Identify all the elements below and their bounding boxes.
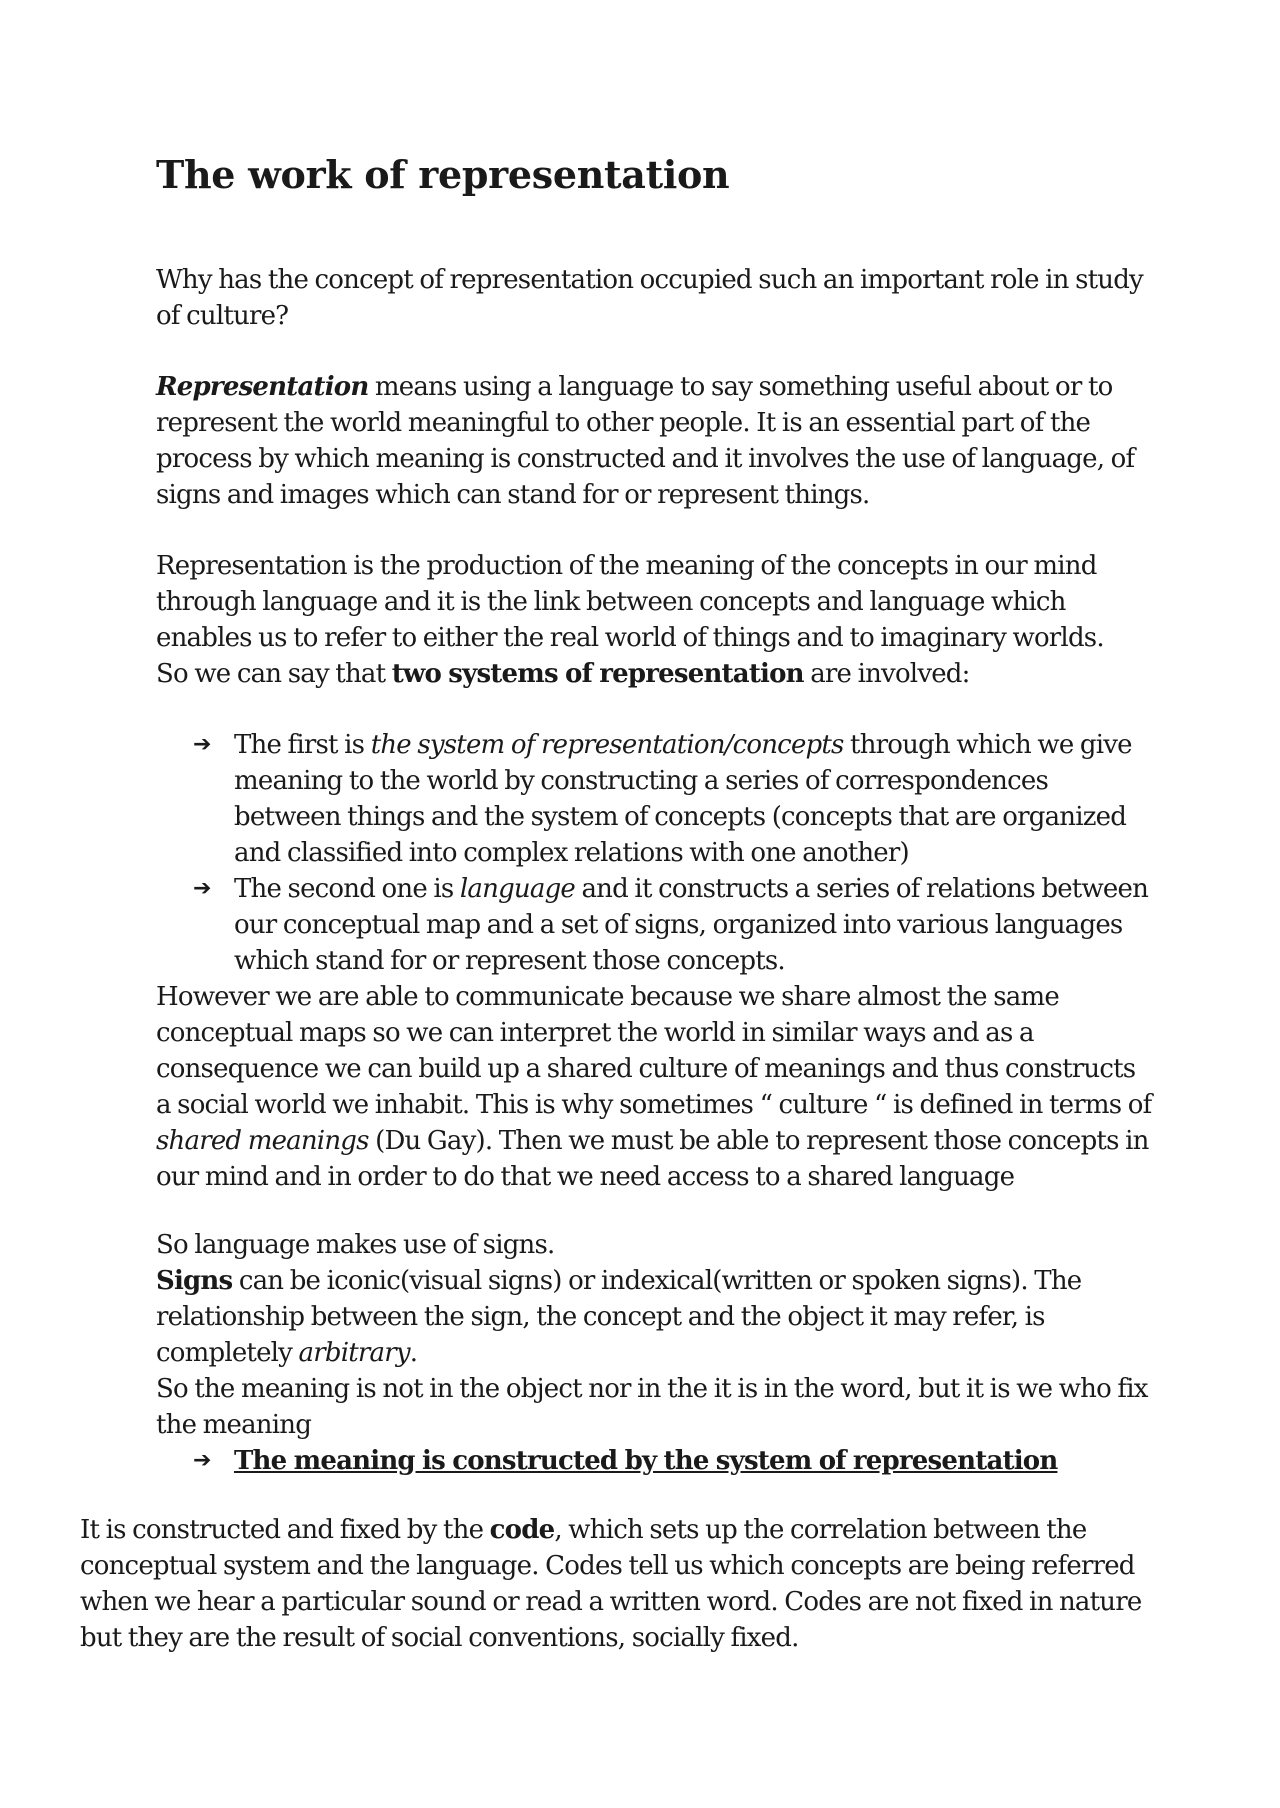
systems-intro-pre: So we can say that (156, 659, 392, 689)
code-pre: It is constructed and fixed by the (80, 1515, 490, 1545)
signs-line1: So language makes use of signs. (156, 1230, 555, 1260)
definition-text: means using a language to say something useful about or to represent the world meaningful to other people. It is an essential part of the process by which meaning is constructed and it involves the use of language, of signs and images which can stand for or represent things. (156, 372, 1135, 510)
systems-intro (156, 656, 1156, 692)
code-paragraph (80, 1512, 1180, 1656)
list-item-post: through which we give meaning to the world by constructing a series of correspondences between things and the system of concepts (concepts that are organized and classified into complex relations with one another) (234, 730, 1132, 868)
meaning-paragraph: So the meaning is not in the object nor in the it is in the word, but it is we who fix the meaning (156, 1374, 1148, 1440)
list-item-italic: language (459, 874, 576, 904)
arrow-icon: ➔ (193, 1448, 211, 1473)
shared-post: (Du Gay). Then we must be able to represent those concepts in our mind and in order to do that we need access to a shared language (156, 1126, 1149, 1192)
definition-paragraph (156, 369, 1156, 513)
signs-italic: arbitrary (298, 1338, 410, 1368)
signs-end: . (409, 1338, 418, 1368)
definition-section (156, 369, 1156, 513)
shared-italic: shared meanings (156, 1126, 369, 1156)
systems-intro-bold: two systems of representation (391, 659, 804, 689)
systems-list-section (156, 727, 1156, 1195)
intro-section (156, 262, 1156, 334)
conclusion-text: The meaning is constructed by the system of representation (234, 1446, 1058, 1476)
list-item (156, 727, 1156, 871)
conclusion-list (156, 1443, 1156, 1479)
signs-paragraph (156, 1263, 1156, 1371)
production-paragraph: Representation is the production of the meaning of the concepts in our mind through language and it is the link between concepts and language which enables us to refer to either the real world of things and to imaginary worlds. (156, 551, 1104, 653)
signs-section (156, 1227, 1156, 1479)
production-section (156, 548, 1156, 692)
list-item (156, 1443, 1156, 1479)
signs-bold: Signs (156, 1266, 233, 1296)
intro-question: Why has the concept of representation occupied such an important role in study of culture? (156, 265, 1143, 331)
list-item-post: and it constructs a series of relations between our conceptual map and a set of signs, organized into various languages which stand for or represent those concepts. (234, 874, 1149, 976)
shared-pre: However we are able to communicate because we share almost the same conceptual maps so we can interpret the world in similar ways and as a consequence we can build up a shared culture of meanings and thus constructs a social world we inhabit. This is why sometimes “ culture “ is defined in terms of (156, 982, 1152, 1120)
systems-list (156, 727, 1156, 979)
code-section (80, 1512, 1180, 1656)
arrow-icon: ➔ (193, 732, 211, 757)
list-item-pre: The first is (234, 730, 371, 760)
list-item-italic: the system of representation/concepts (370, 730, 844, 760)
signs-text: can be iconic(visual signs) or indexical(written or spoken signs). The relationship between the sign, the concept and the object it may refer, is completely (156, 1266, 1082, 1368)
definition-term: Representation (156, 372, 369, 402)
shared-paragraph (156, 979, 1156, 1195)
code-post: , which sets up the correlation between the conceptual system and the language. Codes tell us which concepts are being referred when we hear a particular sound or read a written word. Codes are not fixed in nature but they are the result of social conventions, socially fixed. (80, 1515, 1142, 1653)
list-item-pre: The second one is (234, 874, 460, 904)
arrow-icon: ➔ (193, 876, 211, 901)
code-bold: code (489, 1515, 555, 1545)
list-item (156, 871, 1156, 979)
page-title: The work of representation (156, 152, 730, 197)
systems-intro-post: are involved: (803, 659, 970, 689)
